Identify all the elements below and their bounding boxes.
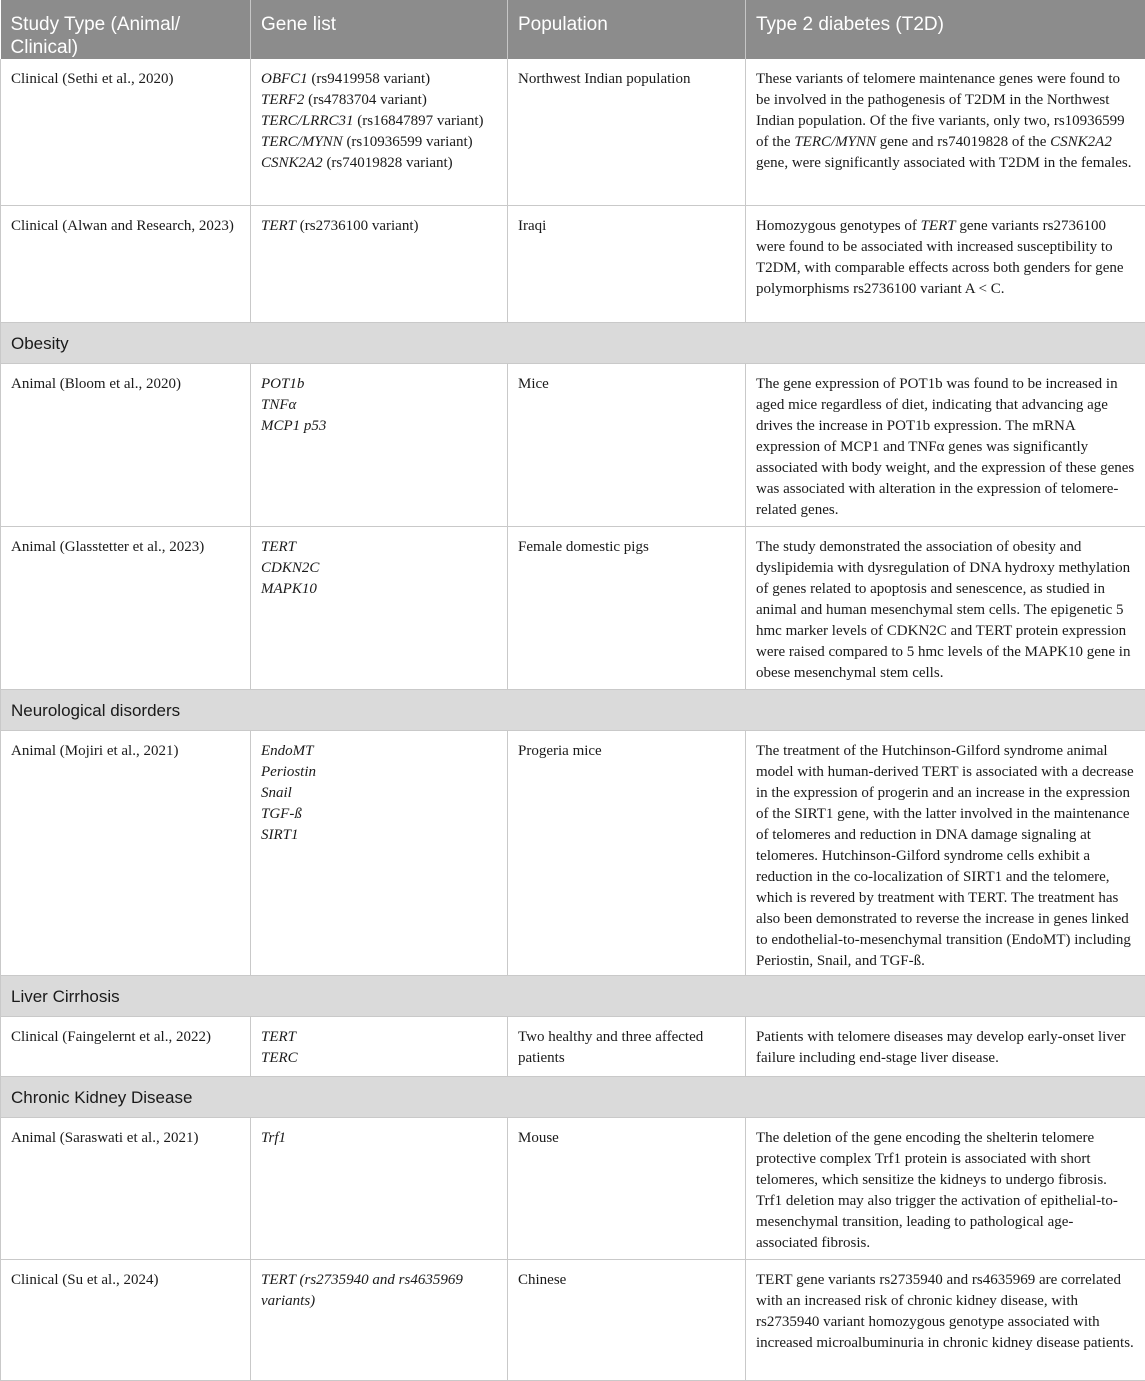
gene-list-cell bbox=[251, 1117, 508, 1259]
section-header-row bbox=[1, 975, 1145, 1016]
finding-text: TERT gene variants rs2735940 and rs4635969 are correlated with an increased risk of chronic kidney disease, with rs2735940 variant homozygous genotype associated with increased microalbuminuria in chronic kidney disease patients. bbox=[756, 1272, 1134, 1351]
population-cell: Female domestic pigs bbox=[508, 526, 746, 689]
study-type-cell: Animal (Mojiri et al., 2021) bbox=[1, 730, 251, 975]
gene-item bbox=[261, 741, 497, 762]
gene-item bbox=[261, 69, 497, 90]
finding-text: These variants of telomere maintenance genes were found to be involved in the pathogenesis of T2DM in the Northwest Indian population. Of the five variants, only two, rs10936599 of the bbox=[756, 71, 1125, 150]
table-row bbox=[1, 1117, 1145, 1259]
gene-name: MAPK10 bbox=[261, 581, 317, 597]
gene-list-cell bbox=[251, 363, 508, 526]
gene-list-cell bbox=[251, 205, 508, 322]
finding-gene-ref: TERC/MYNN bbox=[794, 134, 876, 150]
gene-list-cell bbox=[251, 730, 508, 975]
table-body bbox=[1, 59, 1145, 1380]
table-row bbox=[1, 205, 1145, 322]
finding-text: Homozygous genotypes of bbox=[756, 218, 921, 234]
finding-cell bbox=[746, 526, 1145, 689]
gene-name: CDKN2C bbox=[261, 560, 319, 576]
gene-variant-note: (rs4783704 variant) bbox=[304, 92, 426, 108]
finding-text: The gene expression of POT1b was found to be increased in aged mice regardless of diet, indicating that advancing age drives the increase in POT1b expression. The mRNA expression of MCP1 and TNFα genes was significantly associated with body weight, and the expression of these genes was associated with alteration in the expression of telomere-related genes. bbox=[756, 376, 1134, 518]
gene-item bbox=[261, 132, 497, 153]
table-row bbox=[1, 1016, 1145, 1076]
table-row bbox=[1, 730, 1145, 975]
gene-list-cell bbox=[251, 526, 508, 689]
gene-variant-note: (rs74019828 variant) bbox=[323, 155, 453, 171]
population-cell: Progeria mice bbox=[508, 730, 746, 975]
finding-cell bbox=[746, 363, 1145, 526]
gene-item bbox=[261, 90, 497, 111]
section-header-row bbox=[1, 689, 1145, 730]
study-type-cell: Animal (Bloom et al., 2020) bbox=[1, 363, 251, 526]
population-cell: Chinese bbox=[508, 1259, 746, 1380]
finding-text: The study demonstrated the association of obesity and dyslipidemia with dysregulation of DNA hydroxy methylation of genes related to apoptosis and senescence, as studied in animal and human mesenchymal stem cells. The epigenetic 5 hmc marker levels of CDKN2C and TERT protein expression were raised compared to 5 hmc levels of the MAPK10 gene in obese mesenchymal stem cells. bbox=[756, 539, 1130, 681]
study-type-cell: Clinical (Su et al., 2024) bbox=[1, 1259, 251, 1380]
population-cell: Iraqi bbox=[508, 205, 746, 322]
gene-item bbox=[261, 762, 497, 783]
table-row bbox=[1, 59, 1145, 205]
finding-text: The deletion of the gene encoding the shelterin telomere protective complex Trf1 protein is associated with short telomeres, which sensitize the kidneys to undergo fibrosis. Trf1 deletion may also trigger the activation of epithelial-to-mesenchymal transition, leading to pathological age-associated fibrosis. bbox=[756, 1130, 1118, 1251]
population-cell: Mice bbox=[508, 363, 746, 526]
gene-item bbox=[261, 395, 497, 416]
finding-cell bbox=[746, 59, 1145, 205]
section-title: Obesity bbox=[1, 322, 1145, 363]
finding-text: gene variants rs2736100 were found to be associated with increased susceptibility to T2DM, with comparable effects across both genders for gene polymorphisms rs2736100 variant A < C. bbox=[756, 218, 1124, 297]
finding-cell bbox=[746, 1117, 1145, 1259]
finding-text: gene and rs74019828 of the bbox=[876, 134, 1050, 150]
gene-item bbox=[261, 558, 497, 579]
finding-gene-ref: TERT bbox=[921, 218, 956, 234]
gene-variant-note: (rs10936599 variant) bbox=[343, 134, 473, 150]
finding-cell bbox=[746, 1016, 1145, 1076]
header-population: Population bbox=[508, 0, 746, 59]
gene-name: TERC bbox=[261, 1050, 298, 1066]
section-header-row bbox=[1, 322, 1145, 363]
section-header-row bbox=[1, 1076, 1145, 1117]
gene-name: TNFα bbox=[261, 397, 296, 413]
gene-item bbox=[261, 111, 497, 132]
finding-cell bbox=[746, 730, 1145, 975]
study-type-cell: Clinical (Alwan and Research, 2023) bbox=[1, 205, 251, 322]
header-row bbox=[1, 0, 1145, 59]
gene-list-cell bbox=[251, 1016, 508, 1076]
population-cell: Mouse bbox=[508, 1117, 746, 1259]
finding-text: The treatment of the Hutchinson-Gilford syndrome animal model with human-derived TERT is associated with a decrease in the expression of progerin and an increase in the expression of the SIRT1 gene, with the latter involved in the maintenance of telomeres and reduction in DNA damage signaling at telomeres. Hutchinson-Gilford syndrome cells exhibit a reduction in the co-localization of SIRT1 and the telomere, which is revered by treatment with TERT. The treatment has also been demonstrated to reverse the increase in genes linked to endothelial-to-mesenchymal transition (EndoMT) including Periostin, Snail, and TGF-ß. bbox=[756, 743, 1134, 969]
finding-text: Patients with telomere diseases may develop early-onset liver failure including end-stage liver disease. bbox=[756, 1029, 1125, 1066]
gene-name: TERC/MYNN bbox=[261, 134, 343, 150]
study-type-cell: Animal (Saraswati et al., 2021) bbox=[1, 1117, 251, 1259]
header-study-type: Study Type (Animal/ Clinical) bbox=[1, 0, 251, 59]
gene-item bbox=[261, 416, 497, 437]
finding-cell bbox=[746, 205, 1145, 322]
gene-item bbox=[261, 216, 497, 237]
gene-variant-note: (rs2736100 variant) bbox=[296, 218, 418, 234]
gene-item bbox=[261, 783, 497, 804]
gene-item bbox=[261, 825, 497, 846]
header-type2-diabetes: Type 2 diabetes (T2D) bbox=[746, 0, 1145, 59]
header-gene-list: Gene list bbox=[251, 0, 508, 59]
section-title: Liver Cirrhosis bbox=[1, 975, 1145, 1016]
table-row bbox=[1, 1259, 1145, 1380]
population-cell: Northwest Indian population bbox=[508, 59, 746, 205]
gene-item bbox=[261, 1128, 497, 1149]
study-type-cell: Clinical (Sethi et al., 2020) bbox=[1, 59, 251, 205]
gene-list-cell bbox=[251, 59, 508, 205]
gene-item bbox=[261, 1048, 497, 1069]
gene-item bbox=[261, 153, 497, 174]
finding-gene-ref: CSNK2A2 bbox=[1050, 134, 1112, 150]
section-title: Chronic Kidney Disease bbox=[1, 1076, 1145, 1117]
gene-list-cell bbox=[251, 1259, 508, 1380]
gene-name: TERC/LRRC31 bbox=[261, 113, 354, 129]
gene-name: Snail bbox=[261, 785, 292, 801]
finding-cell bbox=[746, 1259, 1145, 1380]
gene-name: TERT bbox=[261, 218, 296, 234]
gene-name: POT1b bbox=[261, 376, 304, 392]
section-title: Neurological disorders bbox=[1, 689, 1145, 730]
gene-item bbox=[261, 1027, 497, 1048]
gene-variant-note: (rs16847897 variant) bbox=[354, 113, 484, 129]
gene-name: Periostin bbox=[261, 764, 316, 780]
gene-item bbox=[261, 374, 497, 395]
finding-text: gene, were significantly associated with T2DM in the females. bbox=[756, 155, 1131, 171]
gene-name: OBFC1 bbox=[261, 71, 308, 87]
gene-name: TERF2 bbox=[261, 92, 304, 108]
gene-name: Trf1 bbox=[261, 1130, 286, 1146]
gene-name: TERT bbox=[261, 1029, 296, 1045]
population-cell: Two healthy and three affected patients bbox=[508, 1016, 746, 1076]
study-type-cell: Animal (Glasstetter et al., 2023) bbox=[1, 526, 251, 689]
table-row bbox=[1, 363, 1145, 526]
gene-name: TERT (rs2735940 and rs4635969 variants) bbox=[261, 1272, 463, 1309]
gene-item bbox=[261, 1270, 497, 1312]
gene-name: TGF-ß bbox=[261, 806, 302, 822]
gene-name: MCP1 p53 bbox=[261, 418, 326, 434]
gene-name: TERT bbox=[261, 539, 296, 555]
gene-item bbox=[261, 804, 497, 825]
gene-variant-note: (rs9419958 variant) bbox=[308, 71, 430, 87]
table-row bbox=[1, 526, 1145, 689]
gene-name: SIRT1 bbox=[261, 827, 299, 843]
gene-item bbox=[261, 579, 497, 600]
study-type-cell: Clinical (Faingelernt et al., 2022) bbox=[1, 1016, 251, 1076]
gene-name: EndoMT bbox=[261, 743, 314, 759]
gene-name: CSNK2A2 bbox=[261, 155, 323, 171]
gene-item bbox=[261, 537, 497, 558]
